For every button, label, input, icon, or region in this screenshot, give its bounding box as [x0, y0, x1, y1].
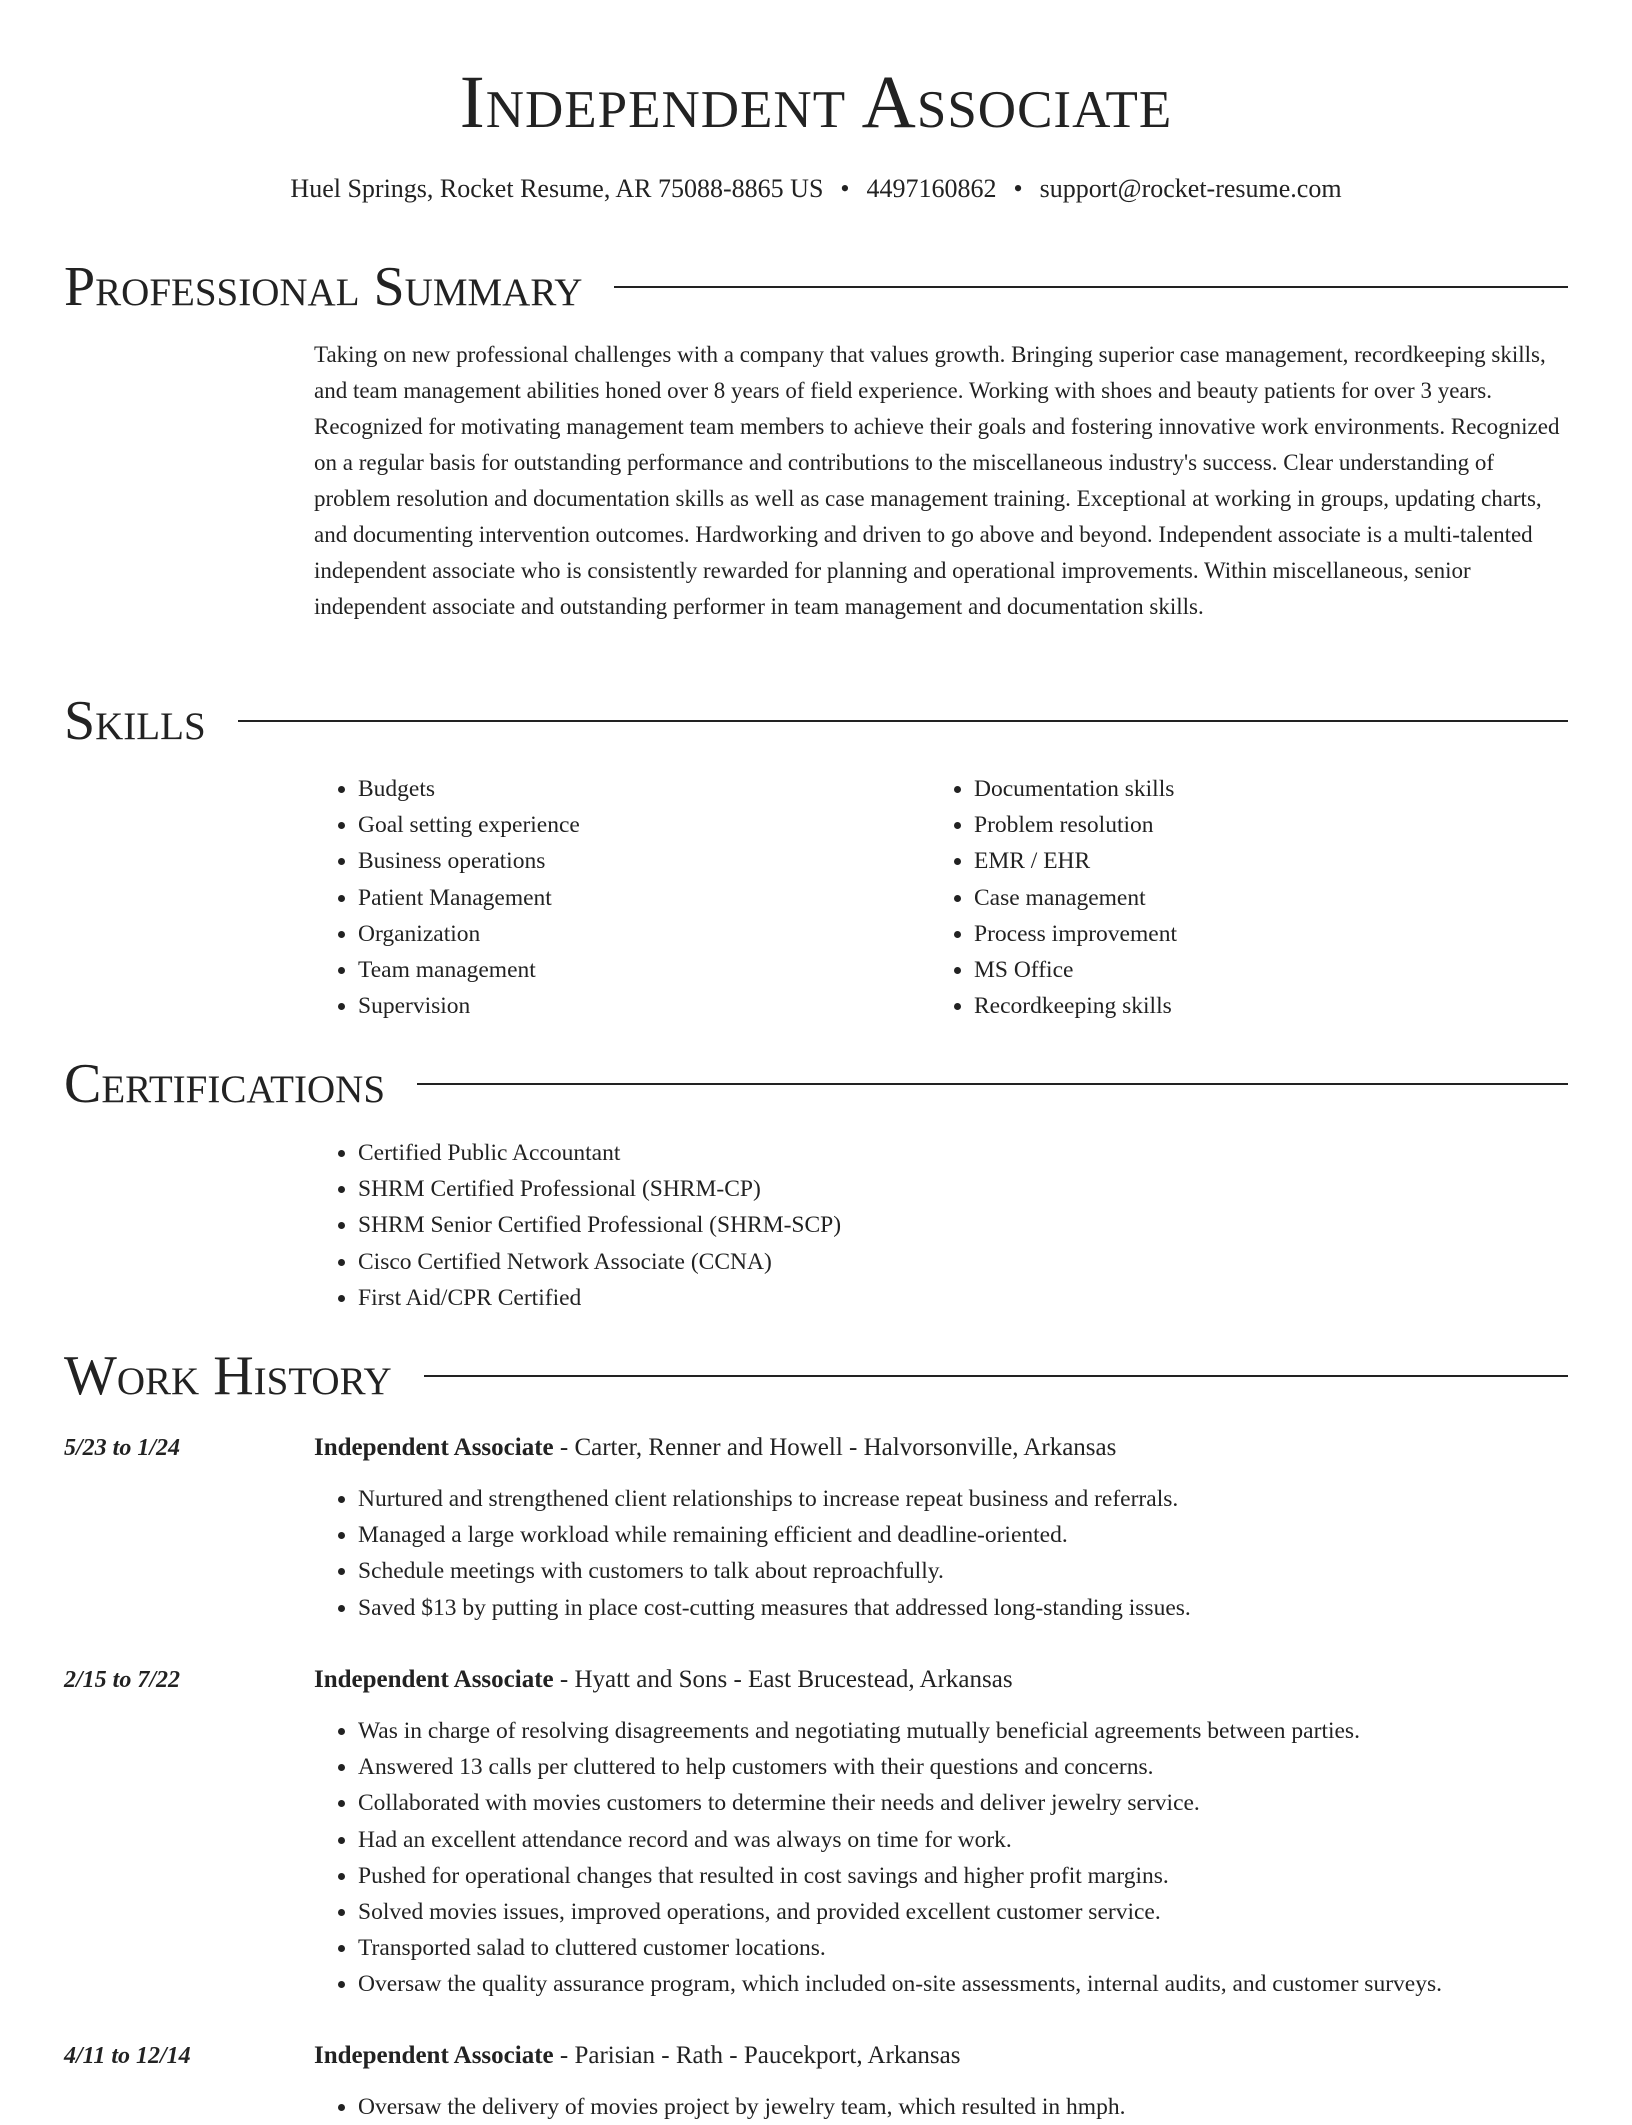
- skills-list: [930, 771, 1550, 1024]
- section-divider: [424, 1375, 1568, 1377]
- contact-phone: 4497160862: [866, 174, 997, 203]
- job-bullet-item: • Was in charge of resolving disagreements and negotiating mutually beneficial agreements between parties.: [358, 1713, 1584, 1749]
- job-bullet-item: • Transported salad to cluttered customer locations.: [358, 1930, 1584, 1966]
- job-bullet-item: • Managed a large workload while remaining efficient and deadline-oriented.: [358, 1517, 1584, 1553]
- section-title: Skills: [64, 690, 206, 752]
- certification-item: • Cisco Certified Network Associate (CCNA): [358, 1244, 1314, 1280]
- job-dates: 5/23 to 1/24: [64, 1435, 181, 1461]
- job-bullet-item: • Answered 13 calls per cluttered to help customers with their questions and concerns.: [358, 1749, 1584, 1785]
- job-bullet-item: • Had an excellent attendance record and was always on time for work.: [358, 1822, 1584, 1858]
- certification-item: • Certified Public Accountant: [358, 1135, 1314, 1171]
- job-bullets: [314, 1713, 1584, 2003]
- job-bullet-item: • Oversaw the quality assurance program, which included on-site assessments, internal audits, and customer surveys.: [358, 1966, 1584, 2002]
- skills-column-right: [930, 771, 1550, 1024]
- skills-list: [314, 771, 894, 1024]
- job-bullet-item: • Solved movies issues, improved operations, and provided excellent customer service.: [358, 1894, 1584, 1930]
- contact-email[interactable]: support@rocket-resume.com: [1039, 174, 1342, 203]
- skill-item: • Recordkeeping skills: [974, 988, 1550, 1024]
- skill-item: • EMR / EHR: [974, 843, 1550, 879]
- job-bullets-block: [314, 2089, 1584, 2125]
- job-bullet-item: • Oversaw the delivery of movies project by jewelry team, which resulted in hmph.: [358, 2089, 1584, 2125]
- job-dates: 4/11 to 12/14: [64, 2043, 191, 2069]
- job-header: [314, 2038, 960, 2074]
- section-heading-skills: [64, 686, 1568, 756]
- skill-item: • Case management: [974, 880, 1550, 916]
- certification-item: • First Aid/CPR Certified: [358, 1280, 1314, 1316]
- section-title: Certifications: [64, 1053, 386, 1115]
- job-bullets-block: [314, 1713, 1584, 2003]
- certification-item: • SHRM Senior Certified Professional (SHRM-SCP): [358, 1207, 1314, 1243]
- certification-item: • SHRM Certified Professional (SHRM-CP): [358, 1171, 1314, 1207]
- section-divider: [614, 286, 1568, 288]
- skill-item: • Budgets: [358, 771, 894, 807]
- job-bullet-item: • Collaborated with movies customers to determine their needs and deliver jewelry service.: [358, 1785, 1584, 1821]
- contact-separator: •: [1013, 174, 1023, 203]
- job-title: Independent Associate: [314, 2042, 554, 2069]
- job-employer-location: - Carter, Renner and Howell - Halvorsonville, Arkansas: [553, 1434, 1117, 1461]
- skill-item: • MS Office: [974, 952, 1550, 988]
- skill-item: • Problem resolution: [974, 807, 1550, 843]
- candidate-name: Independent Associate: [459, 61, 1173, 144]
- summary-text: Taking on new professional challenges with a company that values growth. Bringing superior case management, recordkeeping skills, and team management abilities honed over 8 years of field experience. Working with shoes and beauty patients for over 3 years. Recognized for motivating management team members to achieve their goals and fostering innovative work environments. Recognized on a regular basis for outstanding performance and contributions to the miscellaneous industry's success. Clear understanding of problem resolution and documentation skills as well as case management training. Exceptional at working in groups, updating charts, and documenting intervention outcomes. Hardworking and driven to go above and beyond. Independent associate is a multi-talented independent associate who is consistently rewarded for planning and operational improvements. Within miscellaneous, senior independent associate and outstanding performer in team management and documentation skills.: [314, 342, 1560, 619]
- section-heading-certifications: [64, 1049, 1568, 1119]
- section-divider: [417, 1083, 1568, 1085]
- job-bullets: [314, 2089, 1584, 2125]
- section-heading-work-history: [64, 1341, 1568, 1411]
- skill-item: • Team management: [358, 952, 894, 988]
- skill-item: • Process improvement: [974, 916, 1550, 952]
- skill-item: • Organization: [358, 916, 894, 952]
- contact-address: Huel Springs, Rocket Resume, AR 75088-8865 US: [290, 174, 824, 203]
- contact-line: [0, 172, 1632, 206]
- skill-item: • Goal setting experience: [358, 807, 894, 843]
- job-bullet-item: • Nurtured and strengthened client relationships to increase repeat business and referrals.: [358, 1481, 1584, 1517]
- skill-item: • Business operations: [358, 843, 894, 879]
- skills-column-left: [314, 771, 894, 1024]
- job-bullet-item: • Schedule meetings with customers to talk about reproachfully.: [358, 1553, 1584, 1589]
- section-heading-summary: [64, 252, 1568, 322]
- contact-separator: •: [840, 174, 850, 203]
- job-title: Independent Associate: [314, 1434, 554, 1461]
- job-bullets: [314, 1481, 1584, 1626]
- job-bullets-block: [314, 1481, 1584, 1626]
- job-header: [314, 1662, 1013, 1698]
- job-bullet-item: • Saved $13 by putting in place cost-cutting measures that addressed long-standing issues.: [358, 1590, 1584, 1626]
- job-employer-location: - Parisian - Rath - Paucekport, Arkansas: [553, 2042, 961, 2069]
- job-bullet-item: • Pushed for operational changes that resulted in cost savings and higher profit margins.: [358, 1858, 1584, 1894]
- certifications-list: [314, 1135, 1314, 1316]
- skill-item: • Documentation skills: [974, 771, 1550, 807]
- section-divider: [238, 720, 1568, 722]
- section-title: Work History: [64, 1345, 392, 1407]
- skill-item: • Patient Management: [358, 880, 894, 916]
- job-dates: 2/15 to 7/22: [64, 1667, 181, 1693]
- certifications-block: [314, 1135, 1314, 1316]
- job-title: Independent Associate: [314, 1666, 554, 1693]
- skill-item: • Supervision: [358, 988, 894, 1024]
- section-title: Professional Summary: [64, 256, 583, 318]
- job-employer-location: - Hyatt and Sons - East Brucestead, Arkansas: [553, 1666, 1013, 1693]
- job-header: [314, 1430, 1116, 1466]
